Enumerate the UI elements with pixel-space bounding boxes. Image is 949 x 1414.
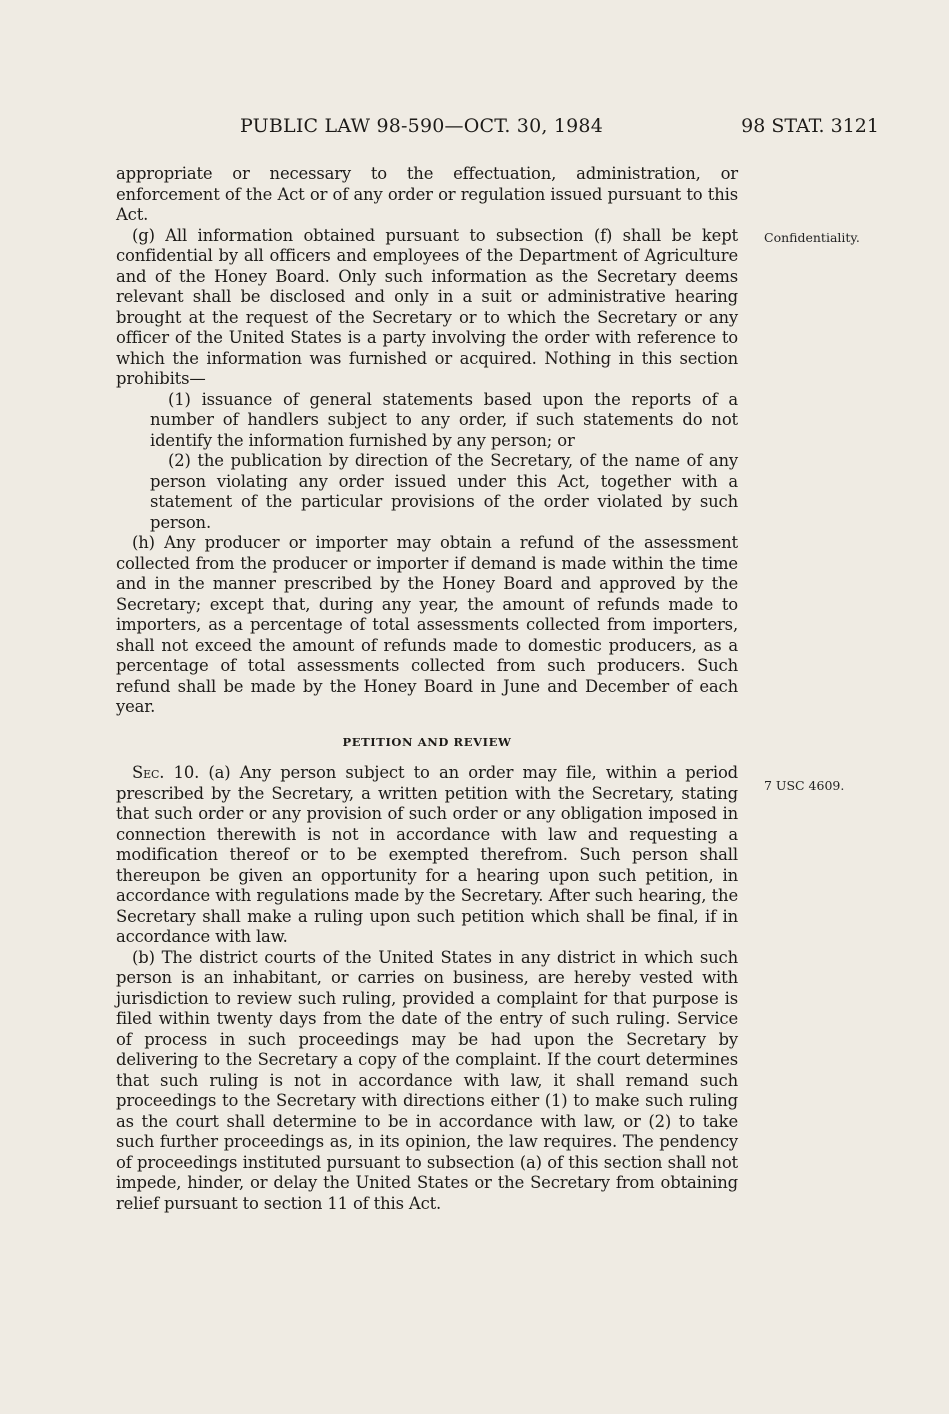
paragraph-continuation: appropriate or necessary to the effectuation, administration, or enforcement of the Act or of any order or regulation issued pursuant to this Act.	[116, 164, 738, 224]
paragraph-sec10-b: (b) The district courts of the United States in any district in which such person is an inhabitant, or carries on business, are hereby vested with jurisdiction to review such ruling, provided a complaint for that purpose is filed within twenty days from the date of the entry of such ruling. Service of process in such proceedings may be had upon the Secretary by delivering to the Secretary a copy of the complaint. If the court determines that such ruling is not in accordance with law, it shall remand such proceedings to the Secretary with directions either (1) to make such ruling as the court shall determine to be in accordance with law, or (2) to take such further proceedings as, in its opinion, the law requires. The pendency of proceedings instituted pursuant to subsection (a) of this section shall not impede, hinder, or delay the United States or the Secretary from obtaining relief pursuant to section 11 of this Act.	[116, 947, 738, 1213]
paragraph-g-2: (2) the publication by direction of the Secretary, of the name of any person violating any order issued under this Act, together with a statement of the particular provisions of the order violated by such person.	[150, 451, 738, 532]
running-header-title: PUBLIC LAW 98-590—OCT. 30, 1984	[240, 115, 604, 137]
margin-note-confidentiality: Confidentiality.	[764, 230, 860, 245]
running-header-page-number: 98 STAT. 3121	[741, 115, 879, 137]
body-text	[116, 164, 738, 1214]
section-heading: PETITION AND REVIEW	[342, 734, 512, 749]
section-label: Sec.	[132, 763, 165, 782]
paragraph-sec10-a	[116, 763, 738, 948]
paragraph-h: (h) Any producer or importer may obtain a refund of the assessment collected from the producer or importer if demand is made within the time and in the manner prescribed by the Honey Board and approved by the Secretary; except that, during any year, the amount of refunds made to importers, as a percentage of total assessments collected from importers, shall not exceed the amount of refunds made to domestic producers, as a percentage of total assessments collected from such producers. Such refund shall be made by the Honey Board in June and December of each year.	[116, 533, 738, 716]
paragraph-g-1: (1) issuance of general statements based upon the reports of a number of handlers subject to any order, if such statements do not identify the information furnished by any person; or	[150, 389, 738, 450]
paragraph-sec10-a-text: 10. (a) Any person subject to an order may file, within a period prescribed by the Secretary, a written petition with the Secretary, stating that such order or any provision of such order or any obligation imposed in connection therewith is not in accordance with law and requesting a modification thereof or to be exempted therefrom. Such person shall thereupon be given an opportunity for a hearing upon such petition, in accordance with regulations made by the Secretary. After such hearing, the Secretary shall make a ruling upon such petition which shall be final, if in accordance with law.	[116, 763, 738, 946]
paragraph-g: (g) All information obtained pursuant to subsection (f) shall be kept confidential by all officers and employees of the Department of Agriculture and of the Honey Board. Only such information as the Secretary deems relevant shall be disclosed and only in a suit or administrative hearing brought at the request of the Secretary or to which the Secretary or any officer of the United States is a party involving the order with reference to which the information was furnished or acquired. Nothing in this section prohibits—	[116, 225, 738, 388]
margin-note-usc-citation: 7 USC 4609.	[764, 778, 845, 793]
